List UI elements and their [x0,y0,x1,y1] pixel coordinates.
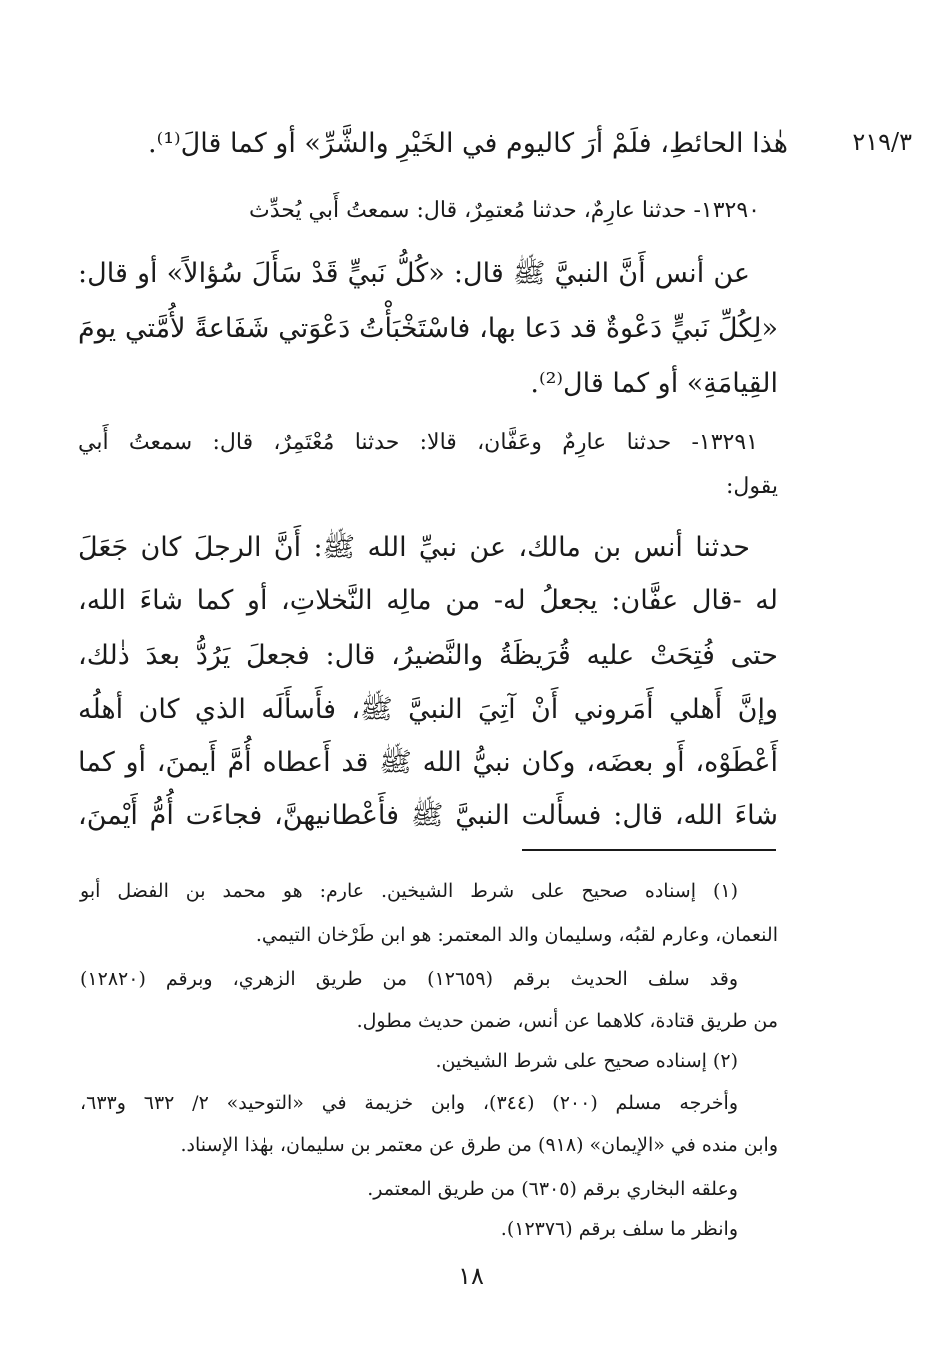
hadith-13291-isnad: ١٣٢٩١- حدثنا عارِمٌ وعَفَّان، قالا: حدثنا مُعْتَمِرٌ، قال: سمعتُ أَبي [78,430,758,455]
page-number: ١٨ [458,1262,484,1290]
body-line-3: عن أنس أَنَّ النبيَّ ﷺ قال: «كُلُّ نَبيٍّ قَدْ سَأَلَ سُؤالاً» أو قال: [78,258,750,289]
body-line-11: وإنَّ أَهلي أَمَروني أَنْ آتِيَ النبيَّ ﷺ، فأَسأَلَه الذي كان أهلُه [78,694,778,725]
body-line-9: له -قال عفَّان: يجعلُ له- من مالِه النَّخلاتِ، أو كما شاءَ الله، [78,585,778,616]
footnote-separator [522,849,776,851]
footnote-2-line-4: وعلقه البخاري برقم (٦٣٠٥) من طريق المعتمر. [367,1178,738,1200]
footnote-1-line-2: النعمان، وعارم لقبُه، وسليمان والد المعتمر: هو ابن طَرْخان التيمي. [255,924,778,946]
footnote-2-line-2: وأخرجه مسلم (٢٠٠) (٣٤٤)، وابن خزيمة في «التوحيد» ٢/ ٦٣٢ و٦٣٣، [80,1092,739,1114]
hadith-13291-isnad-end: يقول: [725,474,778,499]
footnote-1-line-4: من طريق قتادة، كلاهما عن أنس، ضمن حديث مطول. [356,1010,778,1032]
body-line-12: أَعْطَوْه، أَو بعضَه، وكان نبيُّ الله ﷺ قد أَعطاه أُمَّ أَيمنَ، أو كما [78,747,778,778]
hadith-13290-isnad: ١٣٢٩٠- حدثنا عارِمٌ، حدثنا مُعتمِرٌ، قال: سمعتُ أَبي يُحدِّث [248,198,760,223]
body-line-5: القِيامَةِ» أو كما قال⁽²⁾. [530,368,778,399]
body-line-4: «لِكُلِّ نَبيٍّ دَعْوةٌ قد دَعا بها، فاسْتَخْبَأْتُ دَعْوَتي شَفَاعةً لأُمَّتي يومَ [78,313,778,344]
footnote-1-line-1: (١) إسناده صحيح على شرط الشيخين. عارم: هو محمد بن الفضل أبو [80,880,738,902]
body-line-1: هٰذا الحائطِ، فلَمْ أرَ كاليوم في الخَيْرِ والشَّرِّ» أو كما قالَ⁽¹⁾. [148,128,788,159]
body-line-13: شاءَ الله، قال: فسأَلت النبيَّ ﷺ فأَعْطانيهنَّ، فجاءَت أُمُّ أَيْمنَ، [78,800,778,831]
volume-page-reference: ٢١٩/٣ [852,128,912,156]
body-line-8: حدثنا أنس بن مالك، عن نبيِّ الله ﷺ: أَنَّ الرجلَ كان جَعَلَ [78,532,750,563]
body-line-10: حتى فُتِحَتْ عليه قُرَيظَةُ والنَّضيرُ، قال: فجعلَ يَرُدُّ بعدَ ذٰلك، [78,640,778,671]
footnote-1-line-3: وقد سلف الحديث برقم (١٢٦٥٩) من طريق الزهري، وبرقم (١٢٨٢٠) [80,968,738,990]
footnote-2-line-3: وابن منده في «الإيمان» (٩١٨) من طرق عن معتمر بن سليمان، بهٰذا الإسناد. [180,1134,778,1156]
footnote-2-line-5: وانظر ما سلف برقم (١٢٣٧٦). [500,1218,738,1240]
footnote-2-line-1: (٢) إسناده صحيح على شرط الشيخين. [435,1050,738,1072]
